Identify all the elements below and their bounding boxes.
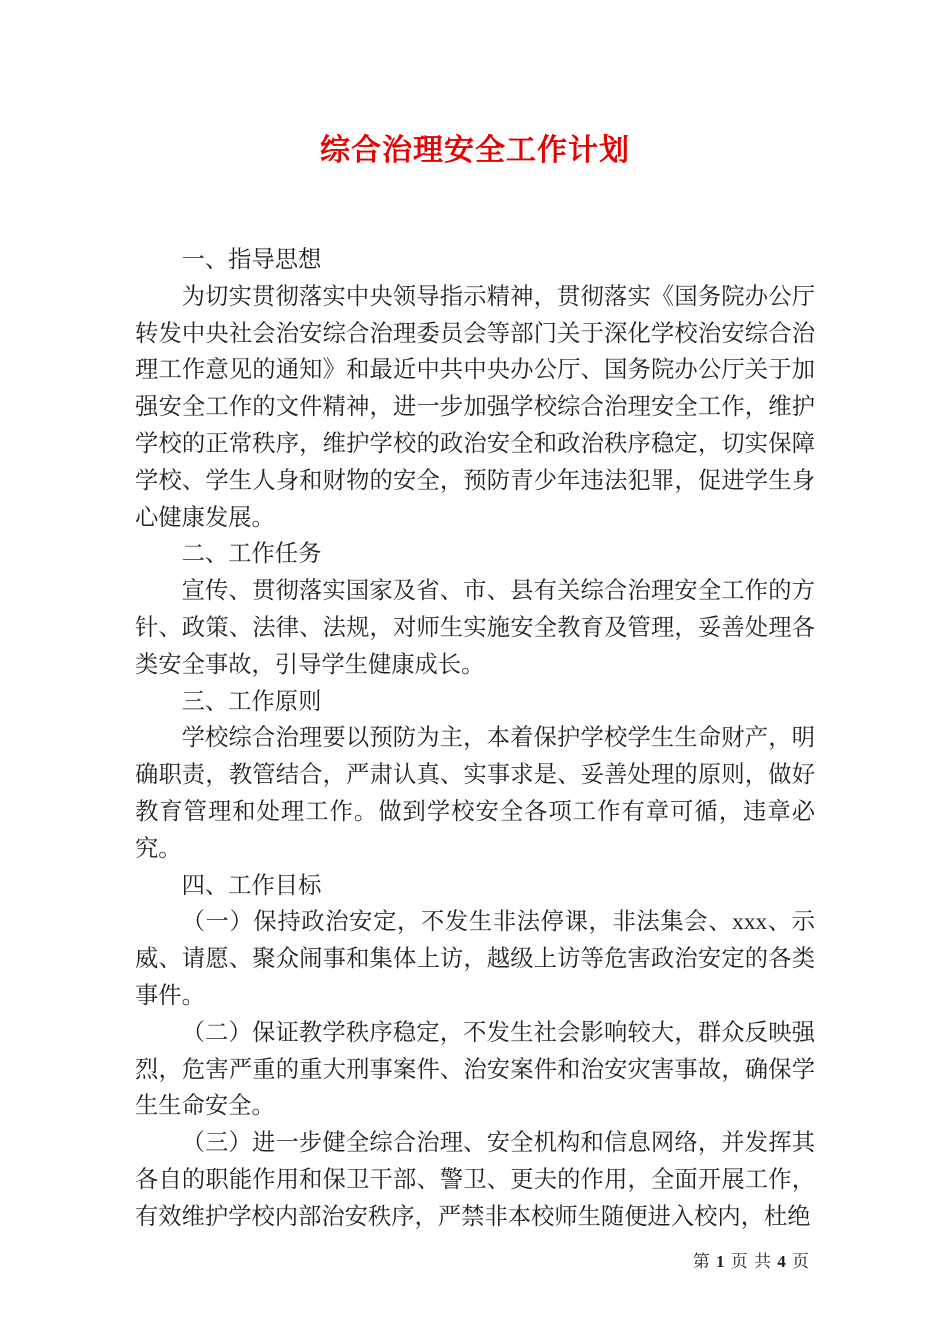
section-heading-1: 一、指导思想 [181,247,322,273]
section-heading-3: 三、工作原则 [181,688,322,715]
footer-label-suf: 页 [792,1252,810,1271]
paragraph-goal-2: （二）保证教学秩序稳定，不发生社会影响较大，群众反映强烈，危害严重的重大刑事案件、治安案件和治安灾害事故，确保学生生命安全。 [135,1019,815,1120]
section-heading-2: 二、工作任务 [181,541,322,568]
section-heading-4: 四、工作目标 [181,872,322,899]
paragraph-guiding: 为切实贯彻落实中央领导指示精神，贯彻落实《国务院办公厅转发中央社会治安综合治理委员会等部门关于深化学校治安综合治理工作意见的通知》和最近中共中央办公厅、国务院办公厅关于加强安全工作的文件精神，进一步加强学校综合治理安全工作，维护学校的正常秩序，维护学校的政治安全和政治秩序稳定，切实保障学校、学生人身和财物的安全，预防青少年违法犯罪，促进学生身心健康发展。 [135,283,815,531]
current-page-number: 1 [716,1252,726,1271]
paragraph-goal-3: （三）进一步健全综合治理、安全机构和信息网络，并发挥其各自的职能作用和保卫干部、警卫、更夫的作用，全面开展工作，有效维护学校内部治安秩序，严禁非本校师生随便进入校内，杜绝 [135,1130,815,1230]
paragraph-principles: 学校综合治理要以预防为主，本着保护学校学生生命财产，明确职责，教管结合，严肃认真、实事求是、妥善处理的原则，做好教育管理和处理工作。做到学校安全各项工作有章可循，违章必究。 [135,725,815,862]
document-title: 综合治理安全工作计划 [320,134,630,167]
paragraph-goal-1: （一）保持政治安定，不发生非法停课，非法集会、xxx、示威、请愿、聚众闹事和集体上访，越级上访等危害政治安定的各类事件。 [135,909,815,1009]
document-body [135,242,815,1236]
total-page-number: 4 [777,1252,787,1271]
paragraph-tasks: 宣传、贯彻落实国家及省、市、县有关综合治理安全工作的方针、政策、法律、法规，对师生实施安全教育及管理，妥善处理各类安全事故，引导学生健康成长。 [135,578,815,678]
footer-label-pre: 第 [692,1252,711,1271]
page-number-footer [693,1252,810,1272]
footer-label-mid: 页 共 [730,1252,772,1271]
